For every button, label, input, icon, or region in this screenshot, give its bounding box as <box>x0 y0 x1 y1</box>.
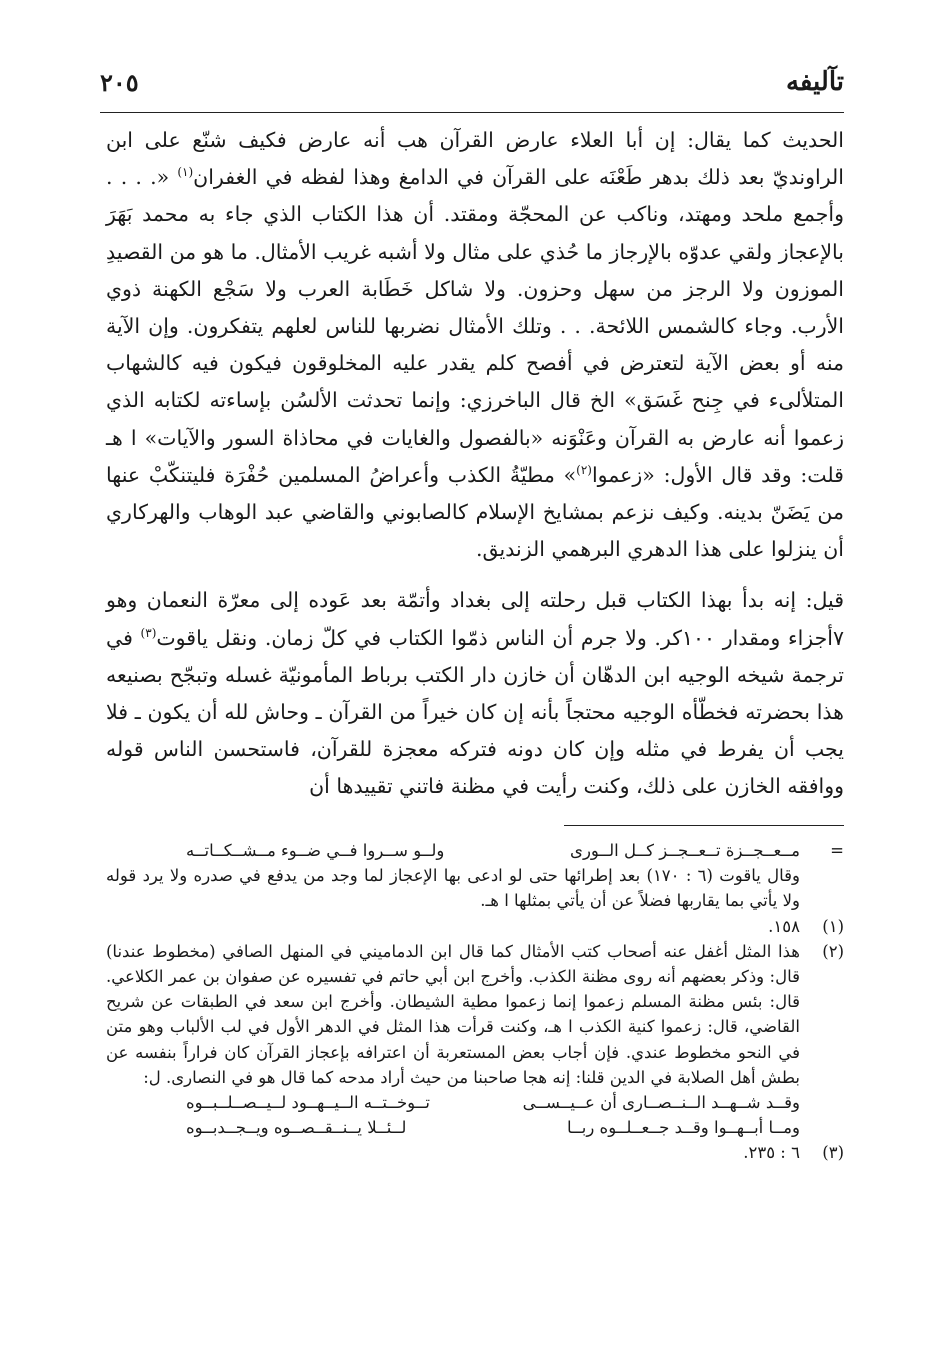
footnote-2 <box>106 939 844 1090</box>
footnote-ref-1: (١) <box>177 165 194 180</box>
footnote-text: ٦ : ٢٣٥. <box>743 1143 800 1163</box>
footnote-rule <box>564 825 844 826</box>
verse-hemistich: لــئــلا يــنــقــصــوه ويــجــدبــوه <box>186 1118 407 1138</box>
footnote-marker: (١) <box>822 916 844 936</box>
verse-line <box>106 1115 844 1140</box>
footnote-continuation <box>106 838 844 863</box>
footnote-1 <box>106 914 844 939</box>
footnote-text: ١٥٨. <box>768 916 800 936</box>
paragraph-1-text: الحديث كما يقال: إن أبا العلاء عارض القرآن هب أنه عارض فكيف شنّع على ابن الراونديّ بعد ذلك بدهر طَعْنَه على القرآن في الدامغ وهذا لفظه في الغفران <box>106 128 844 190</box>
footnote-marker: (٣) <box>822 1143 844 1163</box>
running-title: تآليفه <box>785 67 844 97</box>
main-text <box>106 122 844 806</box>
footnote-text: هذا المثل أغفل عنه أصحاب كتب الأمثال كما قال ابن الدماميني في المنهل الصافي (مخطوط عندنا) قال: وذكر بعضهم أنه روى مظنة الكذب. وأخرج ابن أبي حاتم في تفسيره عن صفوان بن عمر الكلاعي. قال: بئس مظنة المسلم زعموا إنما زعموا مطية الشيطان. وأخرج ابن سعد في الطبقات عن شريح القاضي، قال: زعموا كنية الكذب ا هـ، وكنت قرأت هذا المثل في الدهر الأول في لب الألباب وهو متن في النحو مخطوط عندي. فإن أجاب بعض المستعربة أن اعترافه بإعجاز القرآن كان فراراً بنفسه عن بطش أهل الصلابة في الدين قلنا: إنه هجا صاحبنا من حيث أراد مدحه كما قال هو في النصارى. ل: <box>106 941 800 1087</box>
verse-hemistich: تــوخــتــه الــيــهــود لــيــصــلــبــوه <box>186 1093 430 1113</box>
paragraph-1-end: » مطيّةُ الكذب وأعراضُ المسلمين حُفْرَة فليتنكّبْ عنها من يَضَنّ بدينه. وكيف نزعم بمشايخ الإسلام كالصابوني والقاضي عبد الوهاب والهركاري أن ينزلوا على هذا الدهري البرهمي الزنديق. <box>106 462 844 562</box>
verse-hemistich: وقــد شــهــد الــنــصــارى أن عــيــســى <box>522 1093 800 1113</box>
page-header <box>100 62 844 102</box>
verse-hemistich: ومــا أبــهــوا وقــد جــعــلــوه ربــا <box>567 1118 800 1138</box>
paragraph-2 <box>106 582 844 805</box>
page-number: ٢٠٥ <box>100 67 139 97</box>
footnote-marker: (٢) <box>822 941 844 961</box>
verse-hemistich: ولــو ســروا فــي ضــوء مــشــكــاتــه <box>186 841 445 860</box>
verse-line <box>106 838 800 863</box>
paragraph-2-continued: في ترجمة شيخه الوجيه ابن الدهّان أن خازن دار الكتب برباط المأمونيّة غسله وتبجّح بصنيعه هذا بحضرته فخطّأه الوجيه محتجاً بأنه إن كان خيراً من القرآن ـ وحاش لله أن يكون ـ فلا يجب أن يفرط في مثله وإن كان دونه فتركه معجزة للقرآن، فاستحسن الناس قوله ووافقه الخازن على ذلك، وكنت رأيت في مظنة فاتني تقييدها أن <box>106 625 844 799</box>
verse-hemistich: مــعــجــزة تــعــجــز كــل الــورى <box>570 841 800 860</box>
verse-line <box>106 1090 844 1115</box>
paragraph-1 <box>106 122 844 568</box>
paragraph-2-text: قيل: إنه بدأ بهذا الكتاب قبل رحلته إلى بغداد وأتمّة بعد عَوده إلى معرّة النعمان وهو ٧أجزاء ومقدار ١٠٠كر. ولا جرم أن الناس ذمّوا الكتاب في كلّ زمان. ونقل ياقوت <box>106 588 844 650</box>
footnotes <box>106 838 844 1166</box>
footnote-3 <box>106 1140 844 1165</box>
paragraph-1-continued: «. . . . وأجمع ملحد ومهتد، وناكب عن المحجّة ومقتد. أن هذا الكتاب الذي جاء به محمد بَهَرَ بالإعجاز ولقي عدوّه بالإرجاز ما حُذي على مثال ولا أشبه غريب الأمثال. ما هو من القصيدِ الموزون ولا الرجز من سهل وحزون. ولا شاكل خَطَابة العرب ولا سَجْع الكهنة ذوي الأرب. وجاء كالشمس اللائحة. . . وتلك الأمثال نضربها للناس لعلهم يتفكرون. وإن الآية منه أو بعض الآية لتعترض في أفصح كلم يقدر عليه المخلوقون فيكون فيه كالشهاب المتلألىء في جِنح غَسَق» الخ قال الباخرزي: وإنما تحدثت الألسُن بإساءته لكتابه الذي زعموا أنه عارض به القرآن وعَنْوَنه «بالفصول والغايات في محاذاة السور والآيات» ا هـ قلت: وقد قال الأول: «زعموا <box>106 165 844 487</box>
footnote-text: وقال ياقوت (٦ : ١٧٠) بعد إطرائها حتى لو ادعى بها الإعجاز لما وجد من يدفع في صدره ولا يرد قوله ولا يأتي بما يقاربها فضلاً عن أن يأتي بمثلها ا هـ. <box>106 866 800 911</box>
footnote-ref-2: (٢) <box>576 463 592 477</box>
footnote-continuation-text <box>106 863 844 913</box>
header-rule <box>100 112 844 113</box>
continuation-mark: = <box>830 841 844 860</box>
footnote-ref-3: (٣) <box>140 625 157 640</box>
